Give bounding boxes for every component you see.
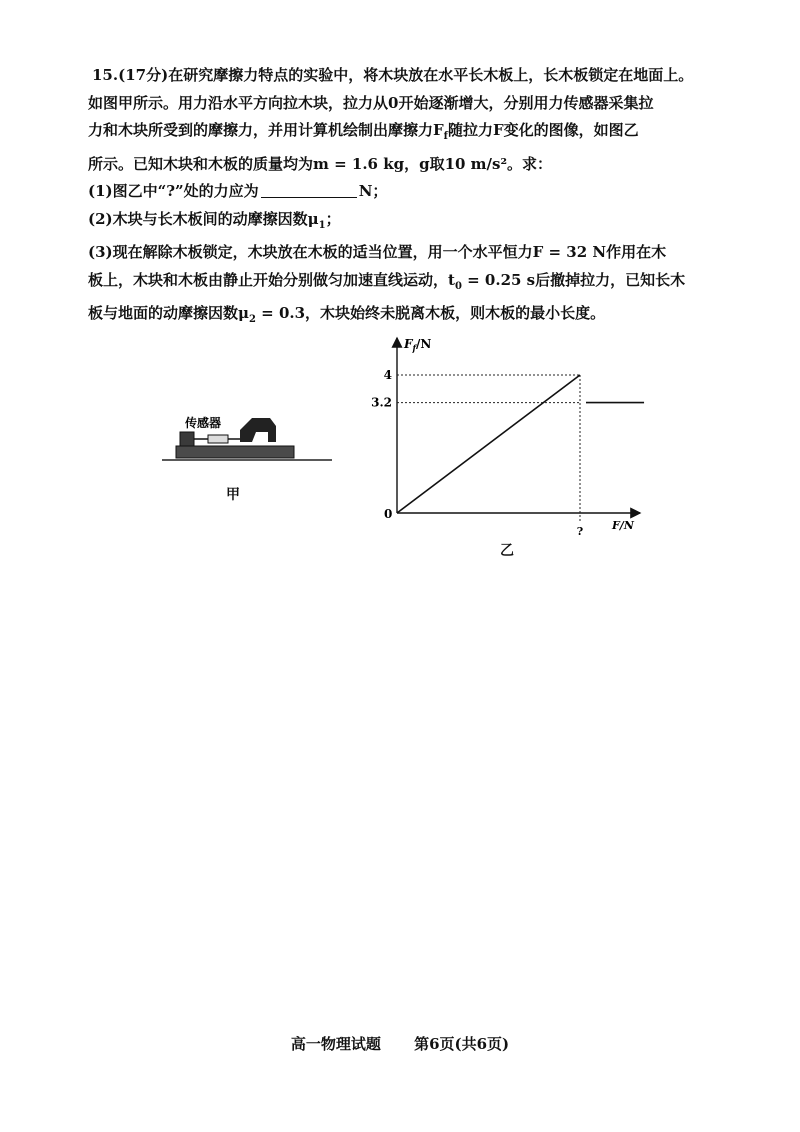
question-2 — [88, 206, 722, 240]
intro-text-3: 力和木块所受到的摩擦力，并用计算机绘制出摩擦力F — [88, 121, 444, 139]
force-sensor — [208, 435, 228, 443]
x-unknown-label: ? — [576, 525, 584, 538]
problem-score: (17分) — [118, 66, 169, 84]
intro-text-1: 在研究摩擦力特点的实验中，将木块放在水平长木板上，长木板锁定在地面上。 — [168, 66, 694, 84]
figure-yi — [350, 330, 650, 565]
caption-jia: 甲 — [226, 487, 240, 503]
q3-sub-t0: 0 — [454, 280, 462, 292]
wood-block — [180, 432, 194, 446]
footer-page: 第6页(共6页) — [414, 1035, 510, 1053]
intro-text-3-end: 随拉力F变化的图像，如图乙 — [447, 121, 639, 139]
problem-number: 15. — [92, 66, 119, 84]
sensor-label: 传感器 — [185, 416, 222, 430]
caption-yi: 乙 — [500, 543, 514, 559]
q2-sub: 1 — [318, 219, 326, 231]
origin-label: 0 — [384, 507, 393, 521]
q3-sub-mu2: 2 — [248, 314, 256, 325]
question-3-line-1 — [88, 239, 722, 267]
q2-suffix: ； — [325, 209, 341, 228]
q3-text-3-end: = 0.3，木块始终未脱离木板，则木板的最小长度。 — [255, 304, 606, 322]
question-3-line-2 — [88, 267, 722, 301]
problem-intro-line-1 — [92, 62, 722, 90]
intro-sub-f: f — [443, 131, 448, 142]
friction-chart — [350, 330, 650, 565]
series-static-line — [397, 375, 580, 513]
y-tick-label: 3.2 — [371, 395, 392, 410]
q1-text: (1)图乙中“?”处的力应为 — [88, 182, 259, 200]
problem-intro-line-3 — [88, 117, 722, 151]
question-1 — [88, 178, 722, 206]
footer-title: 高一物理试题 — [290, 1035, 381, 1053]
long-board — [176, 446, 294, 458]
y-tick-label: 4 — [383, 368, 392, 382]
q2-text: (2)木块与长木板间的动摩擦因数μ — [88, 209, 319, 228]
q3-text-2-end: = 0.25 s后撤掉拉力，已知长木 — [461, 270, 686, 289]
problem-intro-line-4 — [88, 151, 722, 179]
problem-intro-line-2 — [88, 90, 722, 118]
q3-text-1: (3)现在解除木板锁定，木块放在木板的适当位置，用一个水平恒力F = 32 N作用在木 — [88, 243, 667, 261]
x-axis-label: F/N — [612, 519, 634, 532]
question-3-line-3 — [88, 300, 722, 334]
q1-suffix: N； — [358, 182, 388, 200]
q3-text-3: 板与地面的动摩擦因数μ — [88, 304, 249, 322]
intro-text-2: 如图甲所示。用力沿水平方向拉木块，拉力从0开始逐渐增大，分别用力传感器采集拉 — [88, 93, 654, 112]
y-axis-label: $F_f/N$ — [404, 337, 432, 353]
apparatus-drawing — [160, 408, 340, 508]
q3-text-2: 板上，木块和木板由静止开始分别做匀加速直线运动，t — [88, 270, 455, 289]
page-footer — [0, 1033, 800, 1054]
intro-text-4: 所示。已知木块和木板的质量均为m = 1.6 kg，g取10 m/s²。求： — [88, 154, 553, 173]
hand-icon — [240, 418, 276, 442]
figure-jia — [160, 408, 340, 508]
problem-15 — [88, 62, 722, 334]
answer-blank[interactable] — [261, 181, 357, 198]
